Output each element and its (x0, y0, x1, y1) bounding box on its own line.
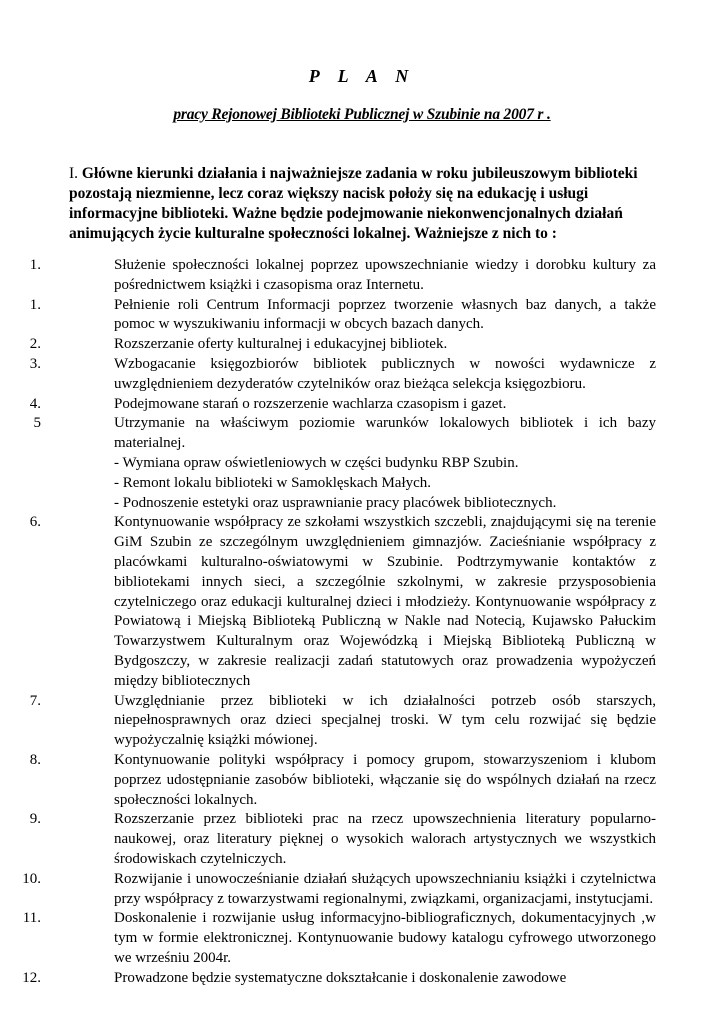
item-text: Pełnienie roli Centrum Informacji poprzez tworzenie własnych baz danych, a także pomoc w wyszukiwaniu informacji w obcych bazach danych. (114, 296, 656, 333)
item-number: 3. (29, 355, 41, 372)
intro-paragraph (69, 164, 659, 244)
item-number: 12. (22, 969, 41, 986)
item-number: 10. (22, 870, 41, 887)
list-item (0, 256, 656, 296)
item-number: 1. (29, 257, 41, 273)
list-item (0, 909, 656, 968)
document-subtitle: pracy Rejonowej Biblioteki Publicznej w Szubinie na 2007 r . (173, 106, 551, 123)
item-number: 2. (29, 336, 41, 353)
list-item (0, 395, 656, 415)
item-number: 6. (29, 514, 41, 531)
section-number: I. (69, 165, 79, 182)
item-text: Kontynuowanie współpracy ze szkołami wszystkich szczebli, znajdującymi się na terenie GiM Szubin ze szczególnym uwzględnieniem gimnazjów. Zacieśnianie współpracy z placówkami kulturalno-oświatowymi w Szubinie. Podtrzymywanie kontaktów z bibliotekami innych sieci, a szczególnie szkolnymi, w zakresie przysposobienia czytelniczego oraz edukacji kulturalnej dzieci i młodzieży. Kontynuowanie współpracy z Powiatową i Miejską Biblioteką Publiczną w Nakle nad Notecią, Kujawsko Pałuckim Towarzystwem Kulturalnym oraz Wojewódzką i Miejską Biblioteką Publiczną w Bydgoszczy, w zakresie realizacji zadań statutowych oraz prowadzenia wypożyczeń między bibliotecznych (114, 514, 656, 689)
list-item (0, 513, 656, 691)
item-number: 9. (29, 811, 41, 828)
intro-text: Główne kierunki działania i najważniejsze zadania w roku jubileuszowym biblioteki pozostają niezmienne, lecz coraz większy nacisk położy się na edukację i usługi informacyjne biblioteki. Ważne będzie podejmowanie niekonwencjonalnych działań animujących życie kulturalne społeczności lokalnej. Ważniejsze z nich to : (69, 165, 638, 242)
task-list (0, 256, 724, 988)
item-number: 8. (29, 751, 41, 768)
sub-item: - Podnoszenie estetyki oraz usprawnianie pracy placówek bibliotecznych. (114, 494, 557, 511)
item-text: Rozszerzanie przez biblioteki prac na rzecz upowszechnienia literatury popularno-naukowej, oraz literatury pięknej o wysokich walorach artystycznych we wszystkich środowiskach czytelniczych. (114, 811, 656, 867)
list-item (0, 335, 656, 355)
sub-item: - Wymiana opraw oświetleniowych w części budynku RBP Szubin. (114, 454, 519, 471)
item-number: 1. (29, 296, 41, 313)
list-item (0, 355, 656, 395)
list-item (0, 414, 656, 513)
item-text: Wzbogacanie księgozbiorów bibliotek publicznych w nowości wydawnicze z uwzględnieniem dezyderatów czytelników oraz bieżąca selekcja księgozbioru. (114, 355, 656, 392)
item-text: Uwzględnianie przez biblioteki w ich działalności potrzeb osób starszych, niepełnosprawnych oraz dzieci specjalnej troski. W tym celu rozwijać się będzie wypożyczalnię książki mówionej. (114, 692, 656, 749)
list-item (0, 296, 656, 336)
item-text: Doskonalenie i rozwijanie usług informacyjno-bibliograficznych, dokumentacyjnych ,w tym w formie elektronicznej. Kontynuowanie budowy katalogu cyfrowego utworzonego we wrześniu 2004r. (114, 910, 656, 966)
item-number: 7. (29, 692, 41, 709)
list-item (0, 810, 656, 869)
list-item (0, 751, 656, 810)
sub-item: - Remont lokalu biblioteki w Samoklęskach Małych. (114, 474, 432, 491)
list-item (0, 969, 656, 989)
item-text: Służenie społeczności lokalnej poprzez upowszechnianie wiedzy i dorobku kultury za pośrednictwem książki i czasopisma oraz Internetu. (114, 257, 656, 293)
item-number: 5 (33, 415, 41, 432)
item-text: Utrzymanie na właściwym poziomie warunków lokalowych bibliotek i ich bazy materialnej. (114, 415, 656, 452)
list-item (0, 692, 656, 751)
document-title: P L A N (308, 66, 416, 86)
item-number: 11. (22, 910, 41, 927)
list-item (0, 870, 656, 910)
item-number: 4. (29, 395, 41, 412)
item-text: Kontynuowanie polityki współpracy i pomocy grupom, stowarzyszeniom i klubom poprzez udostępnianie zasobów biblioteki, włączanie się do wspólnych działań na rzecz społeczności lokalnych. (114, 751, 656, 808)
item-text: Podejmowane starań o rozszerzenie wachlarza czasopism i gazet. (114, 395, 507, 412)
item-text: Rozwijanie i unowocześnianie działań służących upowszechnianiu książki i czytelnictwa przy współpracy z towarzystwami regionalnymi, związkami, organizacjami, instytucjami. (114, 870, 656, 907)
item-text: Prowadzone będzie systematyczne dokształcanie i doskonalenie zawodowe (114, 969, 567, 986)
item-text: Rozszerzanie oferty kulturalnej i edukacyjnej bibliotek. (114, 336, 448, 353)
